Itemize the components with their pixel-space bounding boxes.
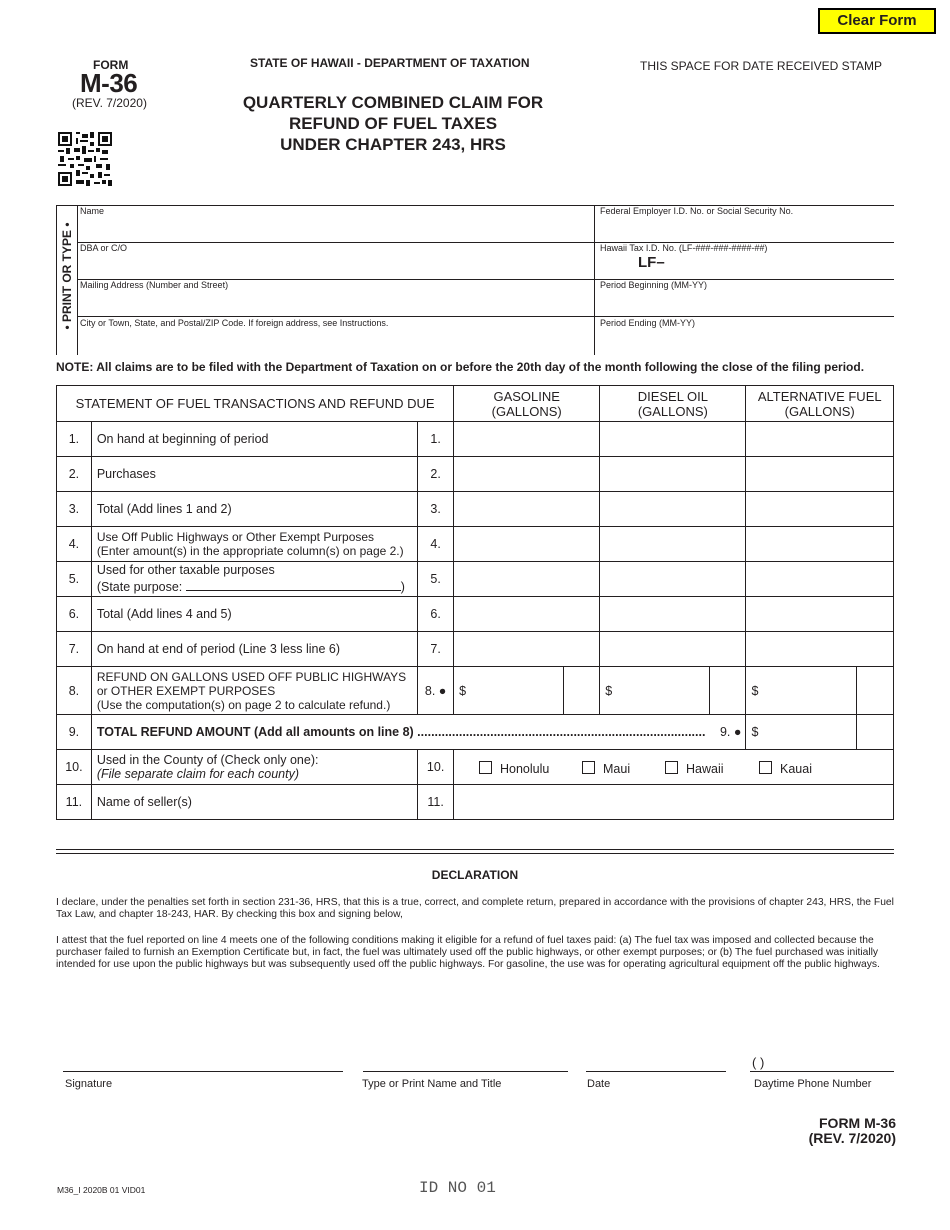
line8-alternative-dollars[interactable]: $ (746, 667, 857, 715)
date-label: Date (587, 1078, 611, 1090)
row-divider (594, 316, 894, 317)
footer-form-id: FORM M-36 (REV. 7/2020) (808, 1115, 896, 1146)
table-row: 1. On hand at beginning of period 1. (57, 422, 894, 457)
line9-total-cents[interactable] (857, 715, 894, 750)
city-field[interactable]: City or Town, State, and Postal/ZIP Code. If foreign address, see Instructions. (80, 318, 389, 328)
name-title-label: Type or Print Name and Title (362, 1078, 502, 1090)
county-maui-checkbox[interactable]: Maui (582, 761, 630, 776)
name-field[interactable]: Name (80, 206, 105, 216)
line2-gasoline-input[interactable] (454, 457, 600, 492)
line5-gasoline-input[interactable] (454, 562, 600, 597)
declaration-paragraph-2: I attest that the fuel reported on line 4 meets one of the following conditions making it eligible for a refund of fuel taxes paid: (a) The fuel tax was imposed and collected because the purchaser failed to furnish an Exemption Certificate but, in fact, the fuel was ultimately used off the public highways, or other exempt purposes; or (b) The fuel purchased was initially intended for use upon the public highways but was subsequently used off the public highways. For gasoline, the use was for operating agricultural equipment off the public highways. (56, 935, 880, 970)
line6-diesel-input[interactable] (600, 597, 746, 632)
table-row: 11. Name of seller(s) 11. (57, 785, 894, 820)
divider (56, 849, 894, 850)
declaration-paragraph-1: I declare, under the penalties set forth in section 231-36, HRS, that this is a true, correct, and complete return, prepared in accordance with the provisions of chapter 243, HRS, the Fuel Tax Law, and chapter 18-243, HAR. By checking this box and signing below, (56, 897, 894, 920)
line1-alternative-input[interactable] (746, 422, 894, 457)
line8-diesel-dollars[interactable]: $ (600, 667, 710, 715)
department-heading: STATE OF HAWAII - DEPARTMENT OF TAXATION (250, 56, 530, 70)
line7-diesel-input[interactable] (600, 632, 746, 667)
date-line[interactable] (586, 1071, 726, 1072)
line3-alternative-input[interactable] (746, 492, 894, 527)
line8-diesel-cents[interactable] (710, 667, 746, 715)
phone-line[interactable] (750, 1071, 894, 1072)
line4-diesel-input[interactable] (600, 527, 746, 562)
clear-form-button[interactable]: Clear Form (818, 8, 936, 34)
line2-alternative-input[interactable] (746, 457, 894, 492)
line1-diesel-input[interactable] (600, 422, 746, 457)
line5-diesel-input[interactable] (600, 562, 746, 597)
form-label: FORM (93, 58, 129, 72)
line8-alternative-cents[interactable] (857, 667, 894, 715)
dba-field[interactable]: DBA or C/O (80, 243, 128, 253)
county-kauai-checkbox[interactable]: Kauai (759, 761, 812, 776)
table-row: 7. On hand at end of period (Line 3 less line 6) 7. (57, 632, 894, 667)
row-divider (78, 242, 594, 243)
table-row: 8. REFUND ON GALLONS USED OFF PUBLIC HIGHWAYS or OTHER EXEMPT PURPOSES (Use the computation(s) on page 2 to calculate refund.) 8. ● $ $ $ (57, 667, 894, 715)
period-ending-field[interactable]: Period Ending (MM-YY) (600, 318, 696, 328)
footer-code: M36_I 2020B 01 VID01 (57, 1185, 146, 1195)
line4-alternative-input[interactable] (746, 527, 894, 562)
table-row: 5. Used for other taxable purposes (State purpose: ) 5. (57, 562, 894, 597)
line8-gasoline-cents[interactable] (564, 667, 600, 715)
form-number: M-36 (80, 68, 138, 98)
county-hawaii-checkbox[interactable]: Hawaii (665, 761, 724, 776)
table-row: 3. Total (Add lines 1 and 2) 3. (57, 492, 894, 527)
date-stamp-area: THIS SPACE FOR DATE RECEIVED STAMP (640, 59, 883, 73)
line3-gasoline-input[interactable] (454, 492, 600, 527)
title-line-2: REFUND OF FUEL TAXES (288, 114, 498, 133)
form-title (200, 92, 586, 155)
line4-gasoline-input[interactable] (454, 527, 600, 562)
line6-alternative-input[interactable] (746, 597, 894, 632)
line6-gasoline-input[interactable] (454, 597, 600, 632)
qr-code-icon (58, 132, 112, 186)
print-or-type-label: • PRINT OR TYPE • (56, 205, 78, 355)
hawaii-tax-id-prefix: LF– (638, 254, 665, 271)
table-row: 6. Total (Add lines 4 and 5) 6. (57, 597, 894, 632)
table-row: 10. Used in the County of (Check only one): (File separate claim for each county) 10. (57, 750, 894, 785)
table-row: 4. Use Off Public Highways or Other Exempt Purposes (Enter amount(s) in the appropriate column(s) on page 2.) 4. (57, 527, 894, 562)
fuel-transactions-table (56, 385, 894, 820)
line1-gasoline-input[interactable] (454, 422, 600, 457)
period-beginning-field[interactable]: Period Beginning (MM-YY) (600, 280, 708, 290)
fein-field[interactable]: Federal Employer I.D. No. or Social Security No. (600, 206, 794, 216)
form-revision: (REV. 7/2020) (72, 96, 147, 110)
alternative-fuel-column-header: ALTERNATIVE FUEL (GALLONS) (746, 386, 894, 422)
title-line-1: QUARTERLY COMBINED CLAIM FOR (242, 93, 544, 112)
gasoline-column-header: GASOLINE (GALLONS) (454, 386, 600, 422)
footer-id-number: ID NO 01 (419, 1179, 496, 1197)
filing-note: NOTE: All claims are to be filed with the Department of Taxation on or before the 20th day of the month following the close of the filing period. (56, 360, 865, 374)
state-purpose-input[interactable] (186, 579, 401, 591)
table-title: STATEMENT OF FUEL TRANSACTIONS AND REFUND DUE (57, 386, 454, 422)
line8-gasoline-dollars[interactable]: $ (454, 667, 564, 715)
county-honolulu-checkbox[interactable]: Honolulu (479, 761, 549, 776)
line7-gasoline-input[interactable] (454, 632, 600, 667)
name-title-line[interactable] (363, 1071, 568, 1072)
title-line-3: UNDER CHAPTER 243, HRS (280, 135, 506, 154)
divider (56, 853, 894, 854)
table-header-row (57, 386, 894, 422)
line5-alternative-input[interactable] (746, 562, 894, 597)
line9-total-dollars[interactable]: $ (746, 715, 857, 750)
seller-name-input[interactable] (454, 785, 894, 820)
signature-label: Signature (65, 1078, 113, 1090)
table-row: 9. TOTAL REFUND AMOUNT (Add all amounts on line 8) ................................................................................... 9. ● $ (57, 715, 894, 750)
diesel-column-header: DIESEL OIL (GALLONS) (600, 386, 746, 422)
row-divider (78, 316, 594, 317)
phone-label: Daytime Phone Number (754, 1078, 872, 1090)
phone-area-code: ( ) (752, 1055, 765, 1070)
taxpayer-divider (594, 205, 595, 355)
line7-alternative-input[interactable] (746, 632, 894, 667)
line3-diesel-input[interactable] (600, 492, 746, 527)
table-row: 2. Purchases 2. (57, 457, 894, 492)
line2-diesel-input[interactable] (600, 457, 746, 492)
hawaii-tax-id-field[interactable]: Hawaii Tax I.D. No. (LF-###-###-####-##) (600, 243, 768, 253)
signature-line[interactable] (63, 1071, 343, 1072)
address-field[interactable]: Mailing Address (Number and Street) (80, 280, 229, 290)
line9-ref: 9. ● (719, 725, 742, 739)
declaration-heading: DECLARATION (431, 868, 519, 882)
